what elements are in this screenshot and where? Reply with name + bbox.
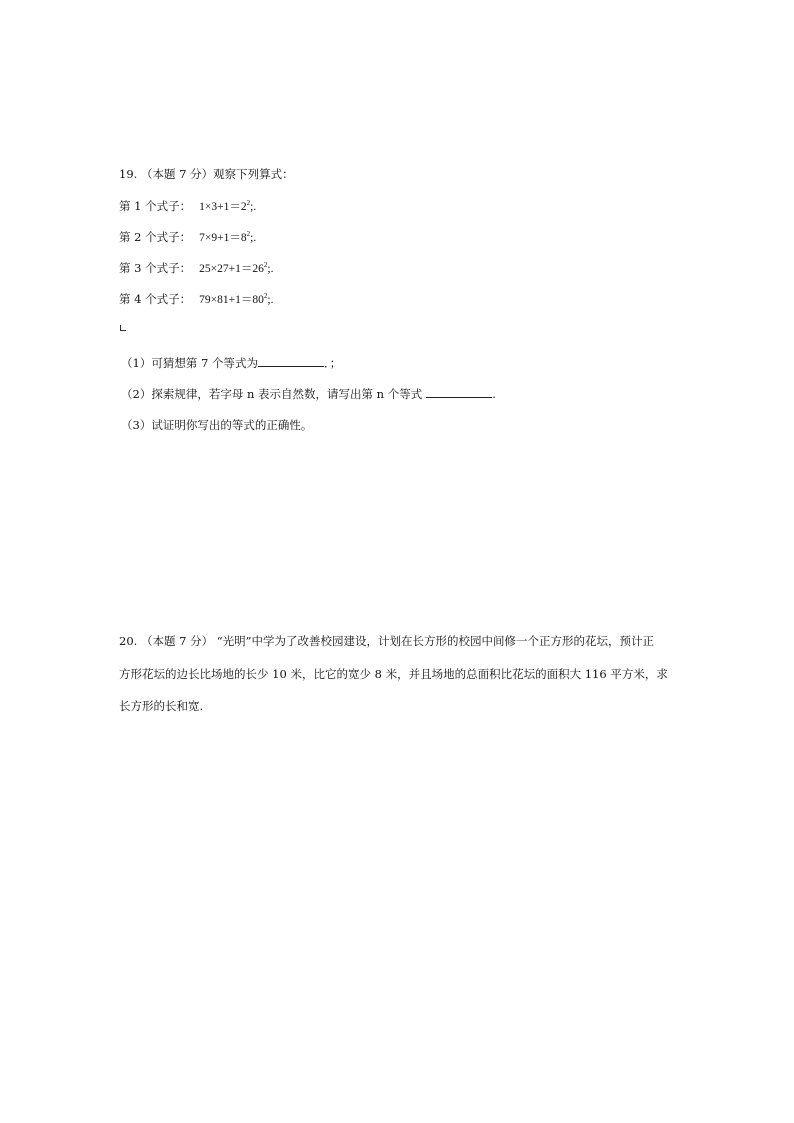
answer-blank-2[interactable] [426,386,492,398]
question-19-part-1: （1）可猜想第 7 个等式为 ．； [121,356,342,370]
question-20-line-1: 20. （本题 7 分） “光明”中学为了改善校园建设，计划在长方形的校园中间修一个正方形的花坛，预计正 [119,634,654,648]
answer-blank-1[interactable] [258,355,324,367]
question-19-part-3: （3）试证明你写出的等式的正确性。 [121,418,313,432]
equation-row-3 [119,260,273,277]
equation-label: 第 4 个式子： [119,292,192,306]
equation-expression: $7\times 9+1=8^2$;. [199,230,257,244]
equation-label: 第 2 个式子： [119,230,192,244]
equation-expression: $79\times 81+1=80^2$;. [199,292,274,306]
equation-row-1 [119,198,256,215]
equation-expression: $25\times 27+1=26^2$;. [199,261,274,275]
equation-row-2 [119,229,256,246]
equation-label: 第 3 个式子： [119,261,192,275]
equation-expression: $1\times 3+1=2^2$;. [199,199,257,213]
question-19-header: 19. （本题 7 分）观察下列算式： [119,167,294,181]
question-19-part-2: （2）探索规律，若字母 n 表示自然数，请写出第 n 个等式 . [121,387,496,401]
question-20-line-3: 长方形的长和宽. [119,699,204,713]
equation-label: 第 1 个式子： [119,199,192,213]
paragraph-mark-icon [120,325,126,331]
equation-row-4 [119,291,273,308]
question-20-line-2: 方形花坛的边长比场地的长少 10 米，比它的宽少 8 米，并且场地的总面积比花坛的面积大 116 平方米，求 [119,667,668,681]
